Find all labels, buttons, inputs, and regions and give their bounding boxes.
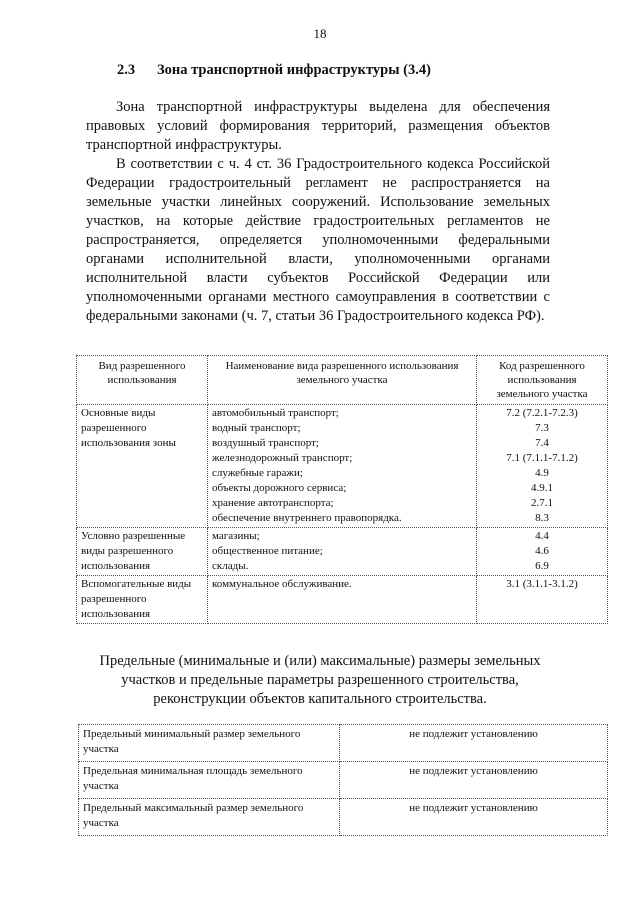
table-row <box>79 799 608 836</box>
section-heading <box>117 62 431 79</box>
use-code: 6.9 <box>535 560 549 572</box>
names-auxiliary <box>208 576 477 624</box>
use-name: воздушный транспорт; <box>212 437 319 449</box>
table-row <box>79 762 608 799</box>
intro-paragraph-block <box>86 98 550 326</box>
use-name: объекты дорожного сервиса; <box>212 482 347 494</box>
use-name: водный транспорт; <box>212 422 301 434</box>
use-name: коммунальное обслуживание. <box>212 578 352 590</box>
page-number: 18 <box>313 26 327 41</box>
parameter-value: не подлежит установлению <box>340 725 608 762</box>
use-code: 7.4 <box>535 437 549 449</box>
parameter-name: Предельная минимальная площадь земельного участка <box>79 762 340 799</box>
table-row-conditional-uses <box>77 528 608 576</box>
use-name: хранение автотранспорта; <box>212 497 334 509</box>
table-row-auxiliary-uses <box>77 576 608 624</box>
parameters-table <box>78 724 608 836</box>
use-name: автомобильный транспорт; <box>212 407 339 419</box>
category-conditional: Условно разрешенные виды разрешенного использования <box>77 528 208 576</box>
use-name: обеспечение внутреннего правопорядка. <box>212 512 402 524</box>
parameter-name: Предельный максимальный размер земельного участка <box>79 799 340 836</box>
category-auxiliary: Вспомогательные виды разрешенного использования <box>77 576 208 624</box>
paragraph-legal-basis: В соответствии с ч. 4 ст. 36 Градостроительного кодекса Российской Федерации градостроительный регламент не распространяется на земельные участки линейных сооружений. Использование земельных участков, на которые действие градостроительных регламентов не распространяется, определяется уполномоченными федеральными органами исполнительной власти, уполномоченными органами исполнительной власти субъектов Российской Федерации или уполномоченными органами местного самоуправления в соответствии с федеральными законами (ч. 7, статьи 36 Градостроительного кодекса РФ). <box>86 156 550 324</box>
header-use-type: Вид разрешенного использования <box>77 356 208 405</box>
section-title: Зона транспортной инфраструктуры (3.4) <box>157 62 431 78</box>
table-row-main-uses <box>77 405 608 528</box>
use-code: 4.4 <box>535 530 549 542</box>
section-number: 2.3 <box>117 62 136 78</box>
use-name: склады. <box>212 560 249 572</box>
codes-main <box>477 405 608 528</box>
use-code: 3.1 (3.1.1-3.1.2) <box>506 578 578 590</box>
parameter-value: не подлежит установлению <box>340 762 608 799</box>
limits-heading: Предельные (минимальные и (или) максимальные) размеры земельных участков и предельные параметры разрешенного строительства, реконструкции объектов капитального строительства. <box>99 653 541 707</box>
names-main <box>208 405 477 528</box>
use-name: служебные гаражи; <box>212 467 303 479</box>
use-name: железнодорожный транспорт; <box>212 452 353 464</box>
parameter-name: Предельный минимальный размер земельного участка <box>79 725 340 762</box>
header-use-name: Наименование вида разрешенного использования земельного участка <box>208 356 477 405</box>
paragraph-zone-purpose: Зона транспортной инфраструктуры выделена для обеспечения правовых условий формирования территорий, размещения объектов транспортной инфраструктуры. <box>86 99 550 153</box>
header-use-code: Код разрешенного использования земельного участка <box>477 356 608 405</box>
use-code: 4.9.1 <box>531 482 553 494</box>
use-name: общественное питание; <box>212 545 323 557</box>
use-name: магазины; <box>212 530 260 542</box>
table-row <box>79 725 608 762</box>
use-code: 2.7.1 <box>531 497 553 509</box>
use-code: 7.2 (7.2.1-7.2.3) <box>506 407 578 419</box>
table-header-row <box>77 356 608 405</box>
codes-conditional <box>477 528 608 576</box>
permitted-use-table <box>76 355 608 624</box>
use-code: 7.1 (7.1.1-7.1.2) <box>506 452 578 464</box>
use-code: 7.3 <box>535 422 549 434</box>
category-main: Основные виды разрешенного использования зоны <box>77 405 208 528</box>
use-code: 4.9 <box>535 467 549 479</box>
names-conditional <box>208 528 477 576</box>
use-code: 4.6 <box>535 545 549 557</box>
codes-auxiliary <box>477 576 608 624</box>
use-code: 8.3 <box>535 512 549 524</box>
parameter-value: не подлежит установлению <box>340 799 608 836</box>
